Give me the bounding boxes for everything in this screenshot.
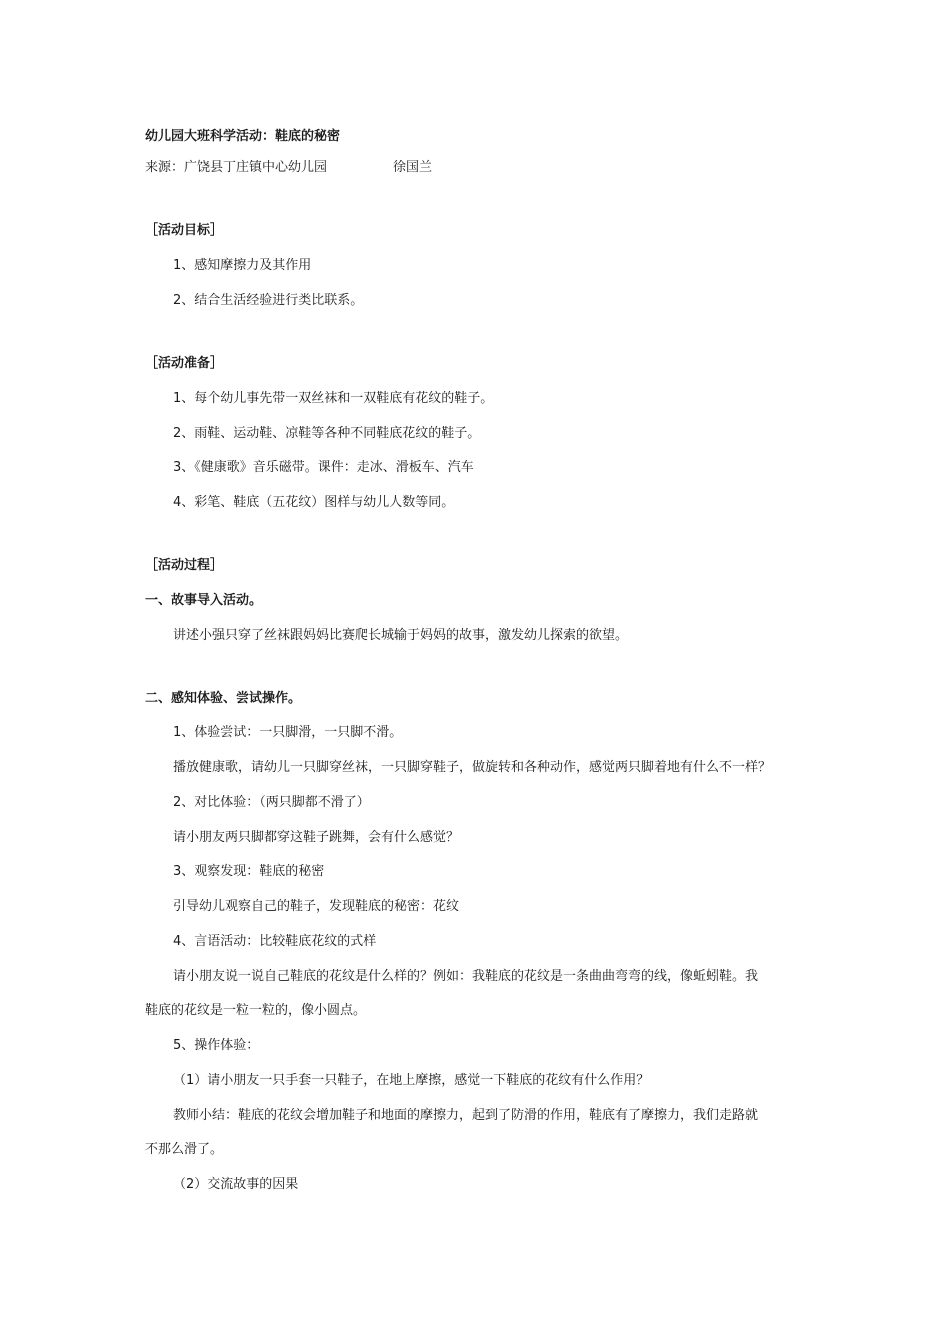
part2-line: （2）交流故事的因果 [173, 1177, 299, 1192]
part1-text: 讲述小强只穿了丝袜跟妈妈比赛爬长城输于妈妈的故事，激发幼儿探索的欲望。 [173, 628, 629, 643]
part2-line: 1、体验尝试：一只脚滑，一只脚不滑。 [173, 725, 403, 740]
goals-heading: ［活动目标］ [145, 223, 224, 238]
part2-line: 请小朋友两只脚都穿这鞋子跳舞，会有什么感觉？ [173, 830, 460, 845]
part2-line: 5、操作体验： [173, 1038, 260, 1053]
part2-line: 不那么滑了。 [145, 1142, 224, 1157]
part2-line: 鞋底的花纹是一粒一粒的，像小圆点。 [145, 1003, 367, 1018]
part2-line: 4、言语活动：比较鞋底花纹的式样 [173, 934, 377, 949]
prep-item: 1、每个幼儿事先带一双丝袜和一双鞋底有花纹的鞋子。 [173, 391, 494, 406]
part2-line: 播放健康歌，请幼儿一只脚穿丝袜，一只脚穿鞋子，做旋转和各种动作，感觉两只脚着地有什么不一样？ [173, 760, 772, 775]
part2-line: （1）请小朋友一只手套一只鞋子，在地上摩擦，感觉一下鞋底的花纹有什么作用？ [173, 1073, 650, 1088]
prep-heading: ［活动准备］ [145, 356, 224, 371]
doc-title: 幼儿园大班科学活动：鞋底的秘密 [145, 129, 341, 144]
prep-item: 2、雨鞋、运动鞋、凉鞋等各种不同鞋底花纹的鞋子。 [173, 426, 481, 441]
part2-heading: 二、感知体验、尝试操作。 [145, 691, 302, 706]
doc-source: 来源：广饶县丁庄镇中心幼儿园 [145, 160, 328, 175]
part1-heading: 一、故事导入活动。 [145, 593, 263, 608]
prep-item: 4、彩笔、鞋底（五花纹）图样与幼儿人数等同。 [173, 495, 455, 510]
doc-author: 徐国兰 [393, 160, 433, 175]
part2-line: 引导幼儿观察自己的鞋子，发现鞋底的秘密：花纹 [173, 899, 460, 914]
part2-line: 3、观察发现：鞋底的秘密 [173, 864, 325, 879]
goal-item: 2、结合生活经验进行类比联系。 [173, 293, 364, 308]
part2-line: 2、对比体验：（两只脚都不滑了） [173, 795, 370, 810]
prep-item: 3、《健康歌》音乐磁带。课件：走冰、滑板车、汽车 [173, 460, 474, 475]
part2-line: 教师小结：鞋底的花纹会增加鞋子和地面的摩擦力，起到了防滑的作用，鞋底有了摩擦力，我们走路就 [173, 1108, 759, 1123]
goal-item: 1、感知摩擦力及其作用 [173, 258, 312, 273]
process-heading: ［活动过程］ [145, 558, 224, 573]
part2-line: 请小朋友说一说自己鞋底的花纹是什么样的？例如：我鞋底的花纹是一条曲曲弯弯的线，像蚯蚓鞋。我 [173, 969, 759, 984]
